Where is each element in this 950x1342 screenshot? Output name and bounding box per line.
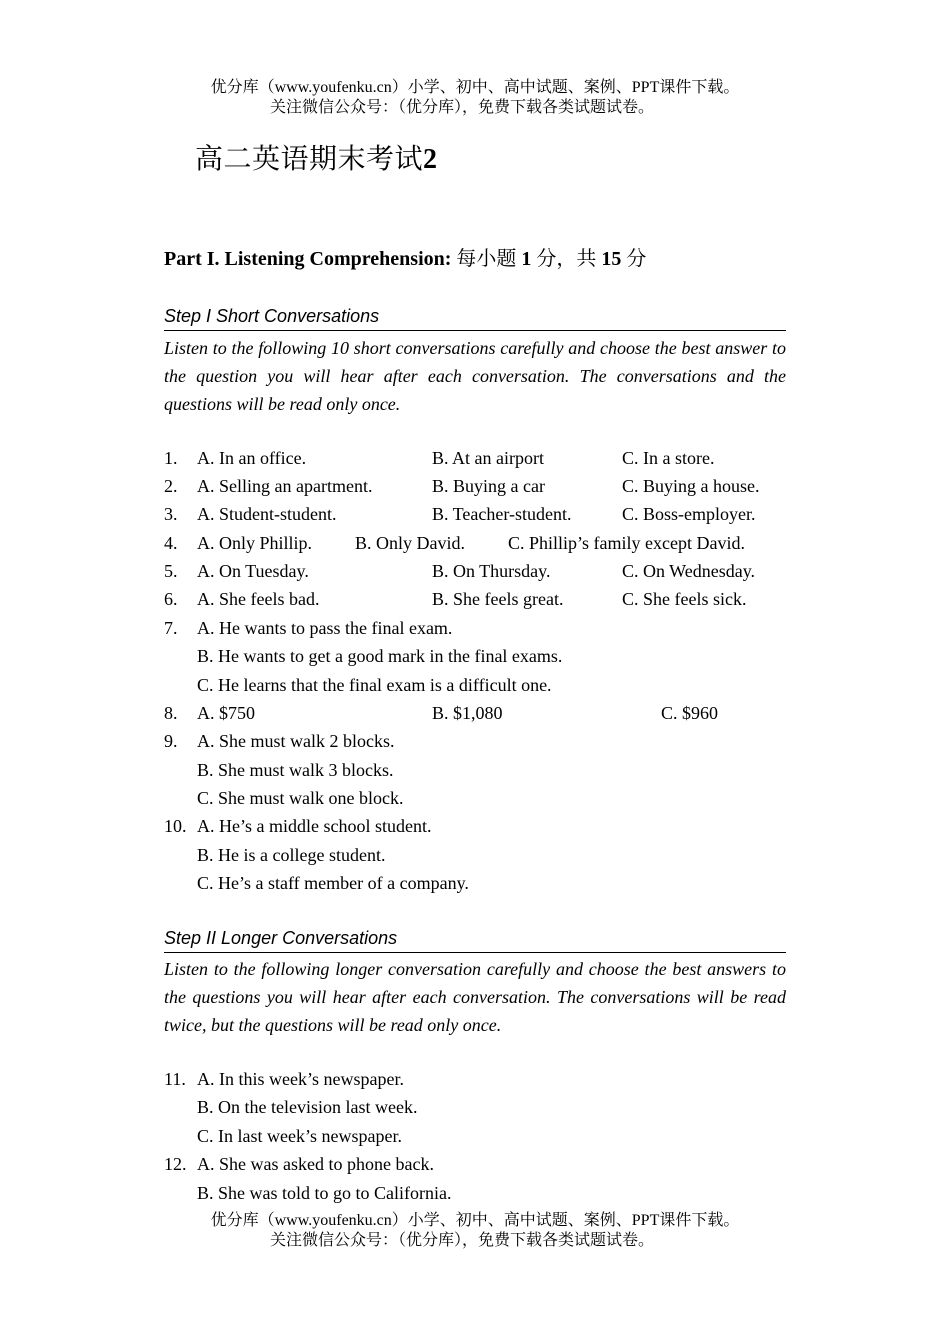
question-number: 10. <box>164 816 187 836</box>
option-a: A. He wants to pass the final exam. <box>197 618 453 638</box>
option-b: B. $1,080 <box>432 703 503 723</box>
option-c: C. In a store. <box>622 448 715 468</box>
option-b: B. She must walk 3 blocks. <box>197 760 394 780</box>
option-b: B. At an airport <box>432 448 544 468</box>
option-c: C. She must walk one block. <box>197 788 404 808</box>
question-number: 3. <box>164 504 178 524</box>
part-heading-label: Part I. Listening Comprehension: <box>164 248 452 270</box>
option-a: A. She must walk 2 blocks. <box>197 731 395 751</box>
question-number: 5. <box>164 561 178 581</box>
option-c: C. She feels sick. <box>622 589 747 609</box>
option-b: B. She feels great. <box>432 589 564 609</box>
option-b: B. Only David. <box>355 533 465 553</box>
question-number: 1. <box>164 448 178 468</box>
option-a: A. He’s a middle school student. <box>197 816 432 836</box>
step-1-heading: Step I Short Conversations <box>164 304 786 331</box>
option-c: C. He’s a staff member of a company. <box>197 873 469 893</box>
header-line-1: 优分库（www.youfenku.cn）小学、初中、高中试题、案例、PPT课件下载。 <box>210 79 740 96</box>
option-c: C. On Wednesday. <box>622 561 756 581</box>
option-a: A. In an office. <box>197 448 307 468</box>
score-num-2: 15 <box>601 248 622 270</box>
step-1-instructions: Listen to the following 10 short conversations carefully and choose the best answer to the question you will hear after each conversation. The conversations and the questions will be read only once. <box>164 338 786 415</box>
score-post: 分 <box>621 248 647 270</box>
option-b: B. Teacher-student. <box>432 504 572 524</box>
option-a: A. In this week’s newspaper. <box>197 1069 404 1089</box>
score-mid: 分，共 <box>531 248 602 270</box>
option-c: C. $960 <box>661 703 719 723</box>
score-pre: 每小题 <box>451 248 522 270</box>
part-heading <box>164 244 646 274</box>
option-b: B. Buying a car <box>432 476 545 496</box>
footer-line-2: 关注微信公众号：（优分库），免费下载各类试题试卷。 <box>269 1232 654 1249</box>
question-number: 8. <box>164 703 178 723</box>
option-a: A. $750 <box>197 703 255 723</box>
step-2-instructions: Listen to the following longer conversation carefully and choose the best answers to the questions you will hear after each conversation. The conversations will be read twice, but the questions will be read only once. <box>164 959 786 1036</box>
title-number: 2 <box>423 144 438 175</box>
question-number: 6. <box>164 589 178 609</box>
option-c: C. In last week’s newspaper. <box>197 1126 402 1146</box>
header-banner <box>0 78 950 118</box>
question-number: 7. <box>164 618 178 638</box>
option-a: A. Student-student. <box>197 504 337 524</box>
step-2-heading: Step II Longer Conversations <box>164 926 786 953</box>
footer-line-1: 优分库（www.youfenku.cn）小学、初中、高中试题、案例、PPT课件下载。 <box>210 1212 740 1229</box>
option-b: B. He wants to get a good mark in the final exams. <box>197 646 563 666</box>
footer-banner <box>0 1211 950 1251</box>
option-c: C. Buying a house. <box>622 476 760 496</box>
question-number: 9. <box>164 731 178 751</box>
option-a: A. She feels bad. <box>197 589 320 609</box>
question-number: 4. <box>164 533 178 553</box>
question-number: 12. <box>164 1154 187 1174</box>
option-a: A. She was asked to phone back. <box>197 1154 434 1174</box>
option-b: B. He is a college student. <box>197 845 386 865</box>
page-title <box>195 140 438 180</box>
option-c: C. He learns that the final exam is a difficult one. <box>197 675 552 695</box>
option-c: C. Phillip’s family except David. <box>508 533 745 553</box>
option-a: A. Only Phillip. <box>197 533 313 553</box>
question-number: 2. <box>164 476 178 496</box>
score-num-1: 1 <box>521 248 532 270</box>
title-text: 高二英语期末考试 <box>195 144 424 175</box>
option-b: B. On the television last week. <box>197 1097 418 1117</box>
question-number: 11. <box>164 1069 186 1089</box>
header-line-2: 关注微信公众号：（优分库），免费下载各类试题试卷。 <box>269 99 654 116</box>
option-c: C. Boss-employer. <box>622 504 756 524</box>
option-a: A. On Tuesday. <box>197 561 309 581</box>
option-b: B. She was told to go to California. <box>197 1183 452 1203</box>
option-a: A. Selling an apartment. <box>197 476 373 496</box>
option-b: B. On Thursday. <box>432 561 551 581</box>
